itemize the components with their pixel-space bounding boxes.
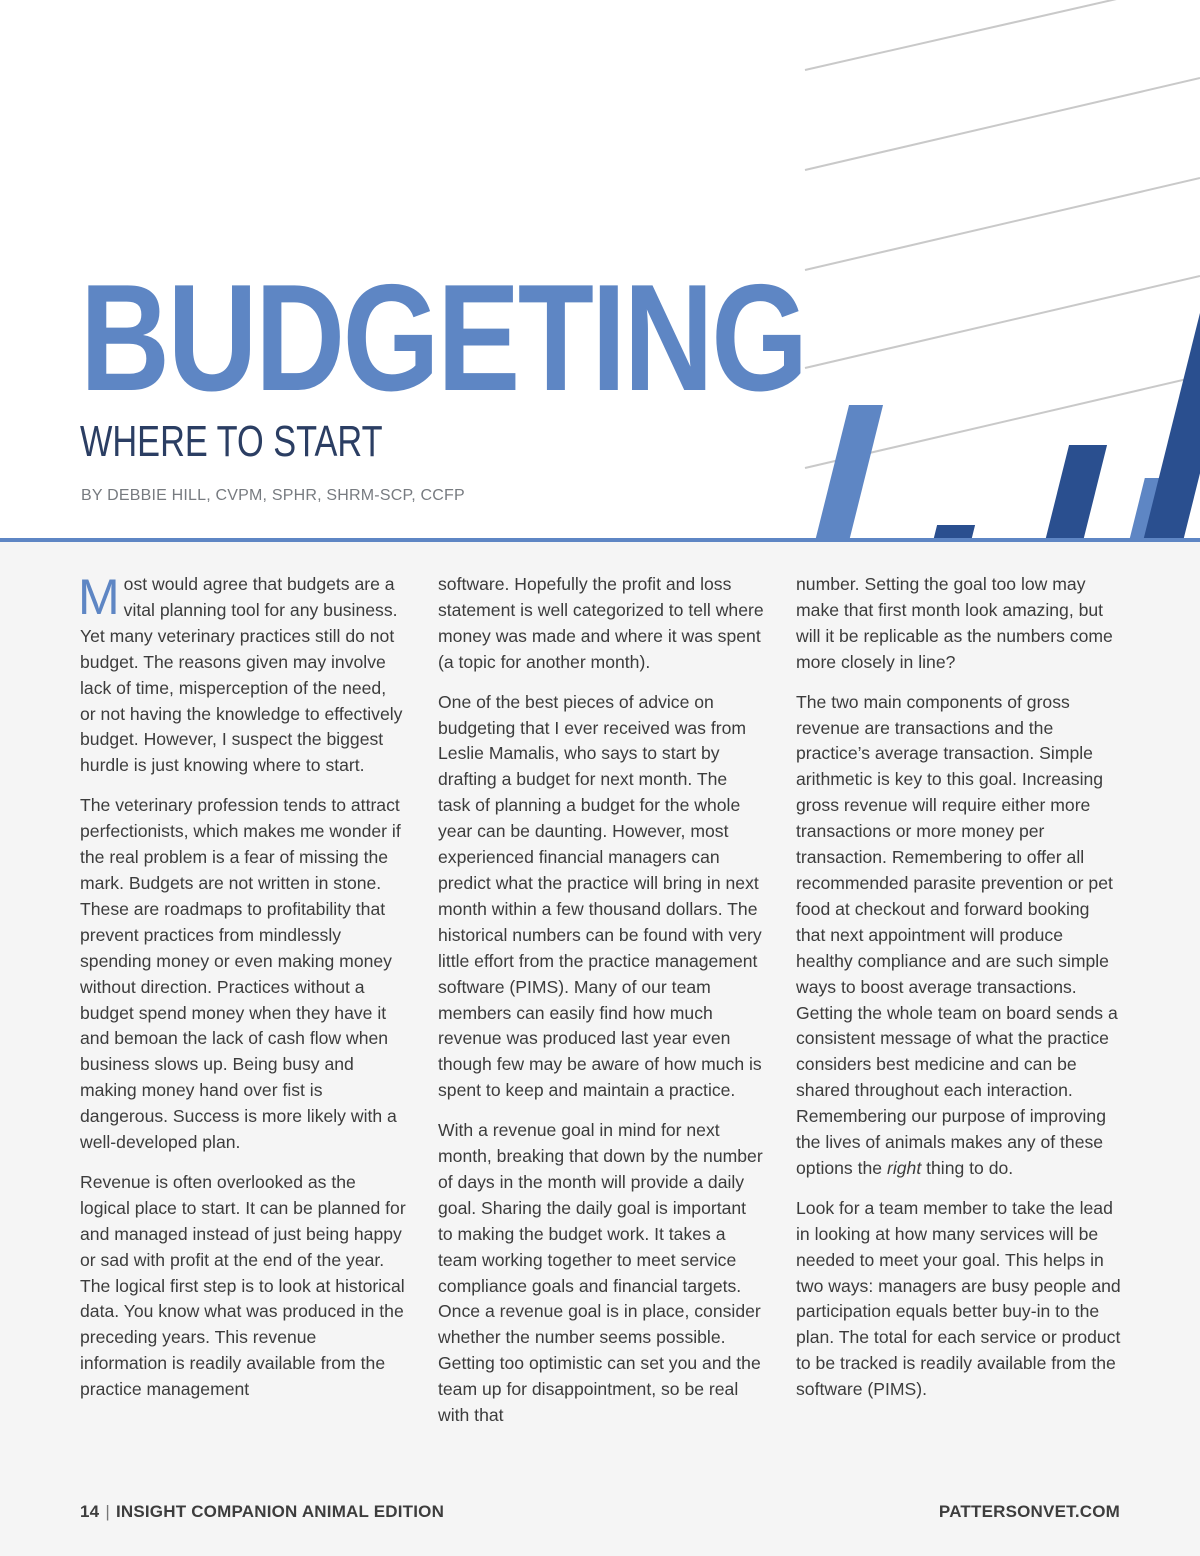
paragraph: number. Setting the goal too low may make that first month look amazing, but will it be replicable as the numbers come more closely in line? <box>796 574 1113 672</box>
diagonal-line <box>805 0 1200 70</box>
diagonal-line <box>805 276 1200 368</box>
paragraph: Revenue is often overlooked as the logical place to start. It can be planned for and managed instead of just being happy or sad with profit at the end of the year. The logical first step is to look at historical data. You know what was produced in the preceding years. This revenue information is readily available from the practice management <box>80 1171 406 1400</box>
paragraph: With a revenue goal in mind for next month, breaking that down by the number of days in the month will provide a daily goal. Sharing the daily goal is important to making the budget work. It takes a team working together to meet service compliance goals and financial targets. Once a revenue goal is in place, consider whether the number seems possible. Getting too optimistic can set you and the team up for disappointment, so be real with that <box>438 1120 763 1426</box>
paragraph-text: The two main components of gross revenue are transactions and the practice’s average transaction. Simple arithmetic is key to this goal. Increasing gross revenue will require either more transactions or more money per transaction. Remembering to offer all recommended parasite prevention or pet food at checkout and forward booking that next appointment will produce healthy compliance and are such simple ways to boost average transactions. Getting the whole team on board sends a consistent message of what the practice considers best medicine and can be shared throughout each interaction. Remembering our purpose of improving the lives of animals makes any of these options the <box>796 691 1118 1178</box>
decorative-bars <box>814 270 1200 540</box>
text-column-2 <box>438 572 764 1443</box>
paragraph-text-end: thing to do. <box>921 1157 1014 1178</box>
footer-website: PATTERSONVET.COM <box>938 1502 1120 1521</box>
decorative-bar <box>1044 445 1107 540</box>
article-byline: BY DEBBIE HILL, CVPM, SPHR, SHRM-SCP, CCFP <box>81 487 465 504</box>
paragraph: software. Hopefully the profit and loss statement is well categorized to tell where money was made and where it was spent (a topic for another month). <box>438 574 764 672</box>
decorative-bar <box>814 405 883 540</box>
drop-cap: M <box>78 569 120 625</box>
paragraph: Look for a team member to take the lead in looking at how many services will be needed to meet your goal. This helps in two ways: managers are busy people and participation equals better buy-in to the plan. The total for each service or product to be tracked is readily available from the software (PIMS). <box>796 1197 1121 1400</box>
diagonal-line <box>805 178 1200 270</box>
article-subtitle: WHERE TO START <box>80 417 383 466</box>
diagonal-line <box>805 78 1200 170</box>
paragraph: The veterinary profession tends to attract perfectionists, which makes me wonder if the real problem is a fear of missing the mark. Budgets are not written in stone. These are roadmaps to profitability that prevent practices from mindlessly spending money or even making money without direction. Practices without a budget spend money when they have it and bemoan the lack of cash flow when business slows up. Being busy and making money hand over fist is dangerous. Success is more likely with a well-developed plan. <box>80 795 401 1153</box>
text-column-1 <box>78 569 406 1417</box>
footer-publication <box>80 1502 444 1522</box>
page-number: 14 <box>80 1502 100 1521</box>
footer-separator: | <box>105 1502 110 1521</box>
article-header <box>0 0 1200 540</box>
paragraph-text: ost would agree that budgets are a vital planning tool for any business. Yet many veterinary practices still do not budget. The reasons given may involve lack of time, misperception of the need, or not having the knowledge to effectively budget. However, I suspect the biggest hurdle is just knowing where to start. <box>80 574 403 776</box>
emphasis-text: right <box>886 1157 922 1178</box>
paragraph <box>78 569 406 779</box>
text-column-3 <box>796 572 1122 1417</box>
publication-name: INSIGHT COMPANION ANIMAL EDITION <box>115 1502 445 1521</box>
article-title: BUDGETING <box>80 253 806 423</box>
paragraph: One of the best pieces of advice on budgeting that I ever received was from Leslie Mamalis, who says to start by drafting a budget for next month. The task of planning a budget for the whole year can be daunting. However, most experienced financial managers can predict what the practice will bring in next month within a few thousand dollars. The historical numbers can be found with very little effort from the practice management software (PIMS). Many of our team members can easily find how much revenue was produced last year even though few may be aware of how much is spent to keep and maintain a practice. <box>438 691 762 1101</box>
diagonal-lines <box>805 0 1200 468</box>
paragraph <box>796 690 1122 1182</box>
